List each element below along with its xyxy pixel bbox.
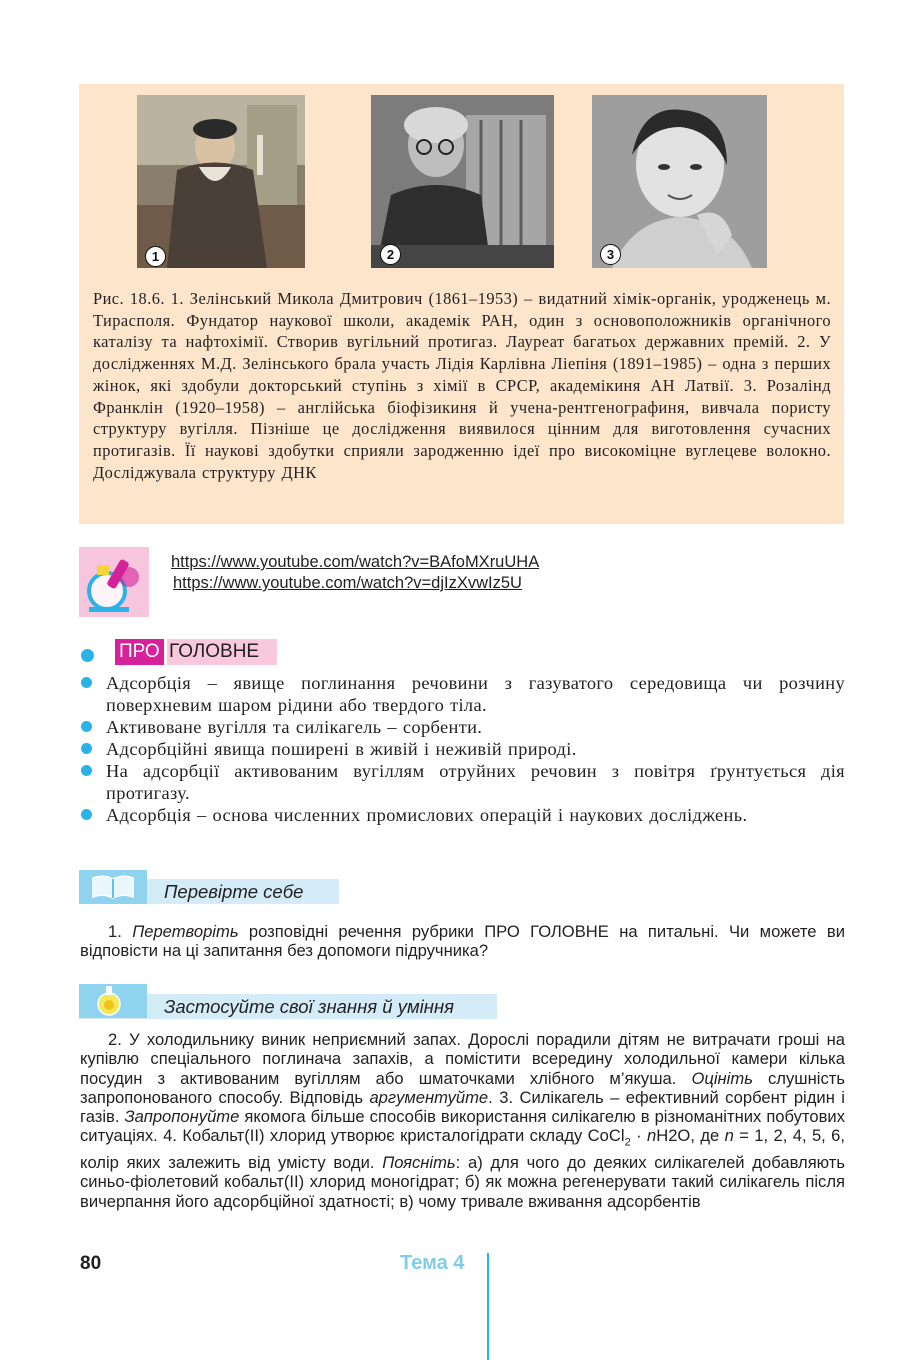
bullet-icon <box>81 743 92 754</box>
photo-franklin <box>592 95 767 268</box>
youtube-link-2[interactable]: https://www.youtube.com/watch?v=djIzXvwIz5U <box>173 574 522 592</box>
list-item: Активоване вугілля та силікагель – сорбенти. <box>80 716 845 738</box>
list-item: Адсорбція – явище поглинання речовини з газуватого середовища чи розчину поверхневим шаром рідини або твердого тіла. <box>80 672 845 716</box>
photo-badge-3: 3 <box>600 244 621 265</box>
check-yourself-title: Перевірте себе <box>164 881 304 902</box>
bullet-icon <box>81 765 92 776</box>
bullet-icon <box>81 721 92 732</box>
bullet-icon <box>81 809 92 820</box>
photo-badge-1: 1 <box>145 246 166 267</box>
topic-label: Тема 4 <box>400 1252 465 1274</box>
apply-knowledge-title: Застосуйте свої знання й уміння <box>164 996 455 1017</box>
list-item: Адсорбція – основа численних промислових операцій і наукових досліджень. <box>80 804 845 826</box>
list-item: На адсорбції активованим вугіллям отруйних речовин з повітря ґрунтується дія протигазу. <box>80 760 845 804</box>
youtube-link-1[interactable]: https://www.youtube.com/watch?v=BAfoMXruUHA <box>171 553 540 571</box>
photo-liepina <box>371 95 554 268</box>
page-number: 80 <box>80 1253 102 1274</box>
microscope-icon <box>79 547 149 617</box>
figure-caption: Рис. 18.6. 1. Зелінський Микола Дмитрович (1861–1953) – видатний хімік-органік, уродженець м. Тирасполя. Фундатор наукової школи, академік РАН, один з основоположників органічного каталізу та нафтохімії. Створив вугільний протигаз. Лауреат багатьох державних премій. 2. У дослідженнях М.Д. Зелінського брала участь Лідія Карлівна Ліепіня (1891–1985) – одна з перших жінок, які здобули докторський ступінь з хімії в СРСР, академікиня АН Латвії. 3. Розалінд Франклін (1920–1958) – англійська біофізикиня й учена-рентгенографиня, вивчала пористу структуру вугілля. Пізніше це дослідження виявилося цінним для виготовлення сучасних протигазів. Її наукові здобутки сприяли зародженню ідеї про високоміцне вуглецеве волокно. Досліджувала структуру ДНК <box>93 289 831 482</box>
golovne-label: ГОЛОВНЕ <box>167 639 277 665</box>
footer-divider <box>487 1253 489 1360</box>
apply-knowledge-tasks: 2. У холодильнику виник неприємний запах. Дорослі порадили дітям не витрачати гроші на купівлю спеціального поглинача запахів, а помістити всередину холодильної камери кілька посудин з активованим вугіллям або шматочками хлібного м’якуша. Оцініть слушність запропонованого способу. Відповідь аргументуйте. 3. Силікагель – ефективний сорбент рідин і газів. Запропонуйте якомога більше способів використання силікагелю в різноманітних побутових ситуаціях. 4. Кобальт(ІІ) хлорид утворює кристалогідрати складу CoCl$_2$ · nH2O, де n = 1, 2, 4, 5, 6, колір яких залежить від умісту води. Поясніть: а) для чого до деяких силікагелей добавляють синьо-фіолетовий кобальт(ІІ) хлорид моногідрат; б) як можна регенерувати такий силікагель після вичерпання його адсорбційної здатності; в) чому тривале вживання адсорбентів <box>80 1030 846 1211</box>
flask-icon <box>79 984 147 1018</box>
pro-dot-icon <box>79 647 96 664</box>
summary-list <box>80 672 845 826</box>
bullet-icon <box>81 677 92 688</box>
pro-label: ПРО <box>115 639 164 665</box>
check-yourself-task: 1. Перетворіть розповідні речення рубрики ПРО ГОЛОВНЕ на питальні. Чи можете ви відповісти на ці запитання без допомоги підручника? <box>80 922 845 961</box>
photo-zelinsky <box>137 95 305 268</box>
figure-box <box>79 84 844 524</box>
book-icon <box>79 870 147 904</box>
list-item: Адсорбційні явища поширені в живій і неживій природі. <box>80 738 845 760</box>
photo-badge-2: 2 <box>380 244 401 265</box>
